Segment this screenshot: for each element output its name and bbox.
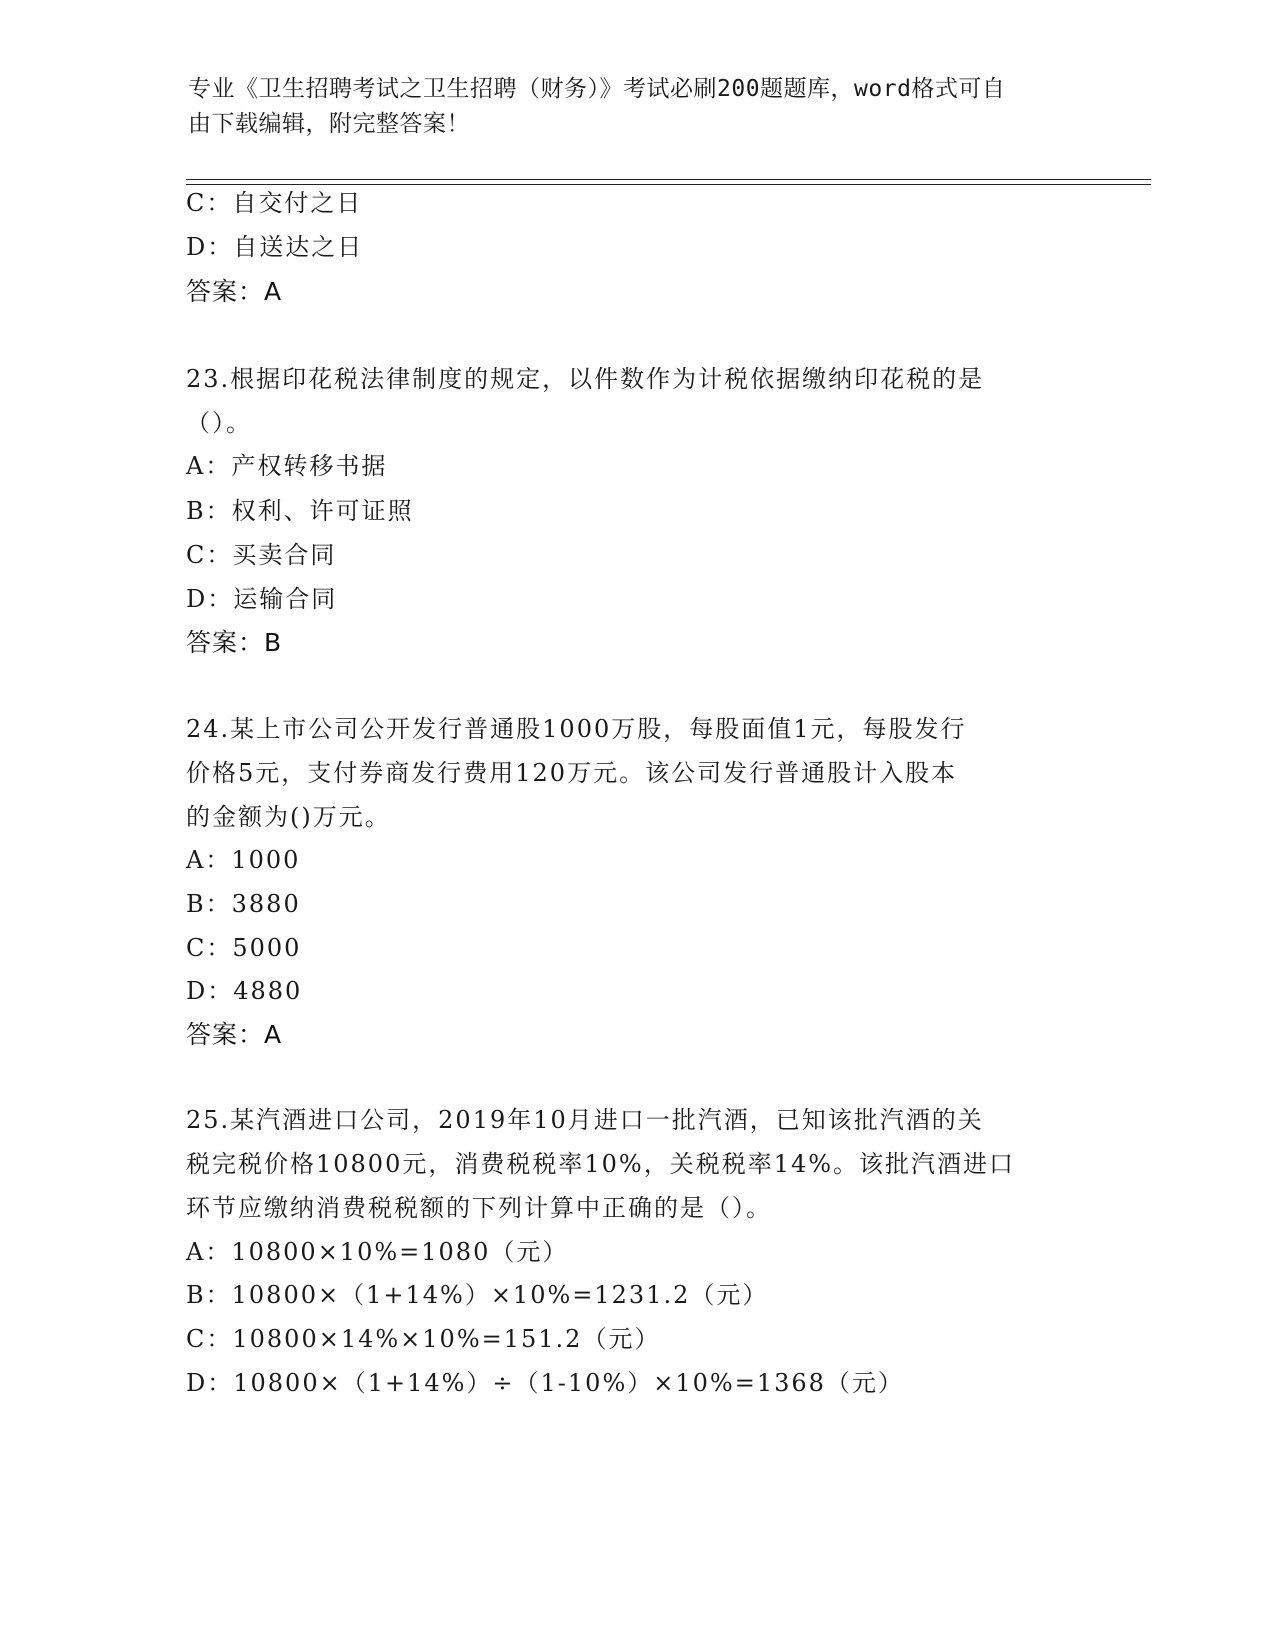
option-separator: ： xyxy=(207,1369,234,1397)
option-d-prev xyxy=(186,232,363,262)
option-c-prev xyxy=(186,188,362,218)
option-text: 权利、许可证照 xyxy=(231,497,414,525)
option-text: 10800×14%×10%=151.2（元） xyxy=(232,1325,661,1353)
question-25-stem-line-3: 环节应缴纳消费税税额的下列计算中正确的是（）。 xyxy=(186,1194,772,1222)
option-separator: ： xyxy=(207,977,234,1005)
option-key: A xyxy=(186,1238,206,1266)
option-key: C xyxy=(186,189,207,217)
option-separator: ： xyxy=(205,890,232,918)
option-key: C xyxy=(186,934,207,962)
question-24-option-b xyxy=(186,889,301,919)
option-separator: ： xyxy=(206,1325,233,1353)
option-text: 5000 xyxy=(232,934,302,962)
option-separator: ： xyxy=(207,585,234,613)
question-25-stem-line-2: 税完税价格10800元，消费税税率10%，关税税率14%。该批汽酒进口 xyxy=(186,1150,1016,1178)
question-23-option-a xyxy=(186,451,387,481)
question-23-option-c xyxy=(186,540,336,570)
option-key: A xyxy=(186,846,206,874)
option-separator: ： xyxy=(205,497,232,525)
option-key: D xyxy=(186,233,208,261)
option-key: A xyxy=(186,452,206,480)
option-separator: ： xyxy=(205,452,232,480)
question-25-stem-line-1: 25.某汽酒进口公司，2019年10月进口一批汽酒，已知该批汽酒的关 xyxy=(186,1106,984,1134)
option-text: 3880 xyxy=(231,890,301,918)
option-key: B xyxy=(186,1281,206,1309)
option-separator: ： xyxy=(205,1281,232,1309)
option-text: 1000 xyxy=(231,846,301,874)
document-header xyxy=(188,72,1068,142)
option-text: 自送达之日 xyxy=(233,233,364,261)
option-text: 买卖合同 xyxy=(232,541,337,569)
header-title-line-2: 由下载编辑，附完整答案！ xyxy=(188,111,470,137)
question-25-option-c xyxy=(186,1324,660,1354)
question-24-option-c xyxy=(186,933,301,963)
question-25-option-a xyxy=(186,1237,568,1267)
header-divider-top xyxy=(186,179,1151,180)
option-key: D xyxy=(186,585,208,613)
question-24-stem-line-1: 24.某上市公司公开发行普通股1000万股，每股面值1元，每股发行 xyxy=(186,715,967,743)
option-separator: ： xyxy=(206,934,233,962)
option-text: 10800×（1+14%）÷（1-10%）×10%=1368（元） xyxy=(233,1369,904,1397)
option-text: 10800×10%=1080（元） xyxy=(231,1238,569,1266)
question-24-answer: 答案：A xyxy=(186,1020,283,1049)
question-24-option-d xyxy=(186,976,302,1006)
question-25-option-b xyxy=(186,1280,768,1310)
header-divider-bottom xyxy=(186,184,1151,185)
option-separator: ： xyxy=(206,189,233,217)
option-key: C xyxy=(186,1325,207,1353)
question-23-option-b xyxy=(186,496,414,526)
option-key: C xyxy=(186,541,207,569)
option-separator: ： xyxy=(205,1238,232,1266)
option-text: 运输合同 xyxy=(233,585,338,613)
option-key: D xyxy=(186,977,208,1005)
option-key: B xyxy=(186,890,206,918)
question-23-answer: 答案：B xyxy=(186,628,283,657)
question-23-stem-line-1: 23.根据印花税法律制度的规定，以件数作为计税依据缴纳印花税的是 xyxy=(186,365,985,393)
option-key: D xyxy=(186,1369,208,1397)
option-key: B xyxy=(186,497,206,525)
question-24-option-a xyxy=(186,845,300,875)
option-separator: ： xyxy=(205,846,232,874)
option-text: 4880 xyxy=(233,977,303,1005)
answer-prev: 答案：A xyxy=(186,277,283,306)
question-24-stem-line-3: 的金额为()万元。 xyxy=(186,803,391,831)
option-separator: ： xyxy=(207,233,234,261)
option-text: 自交付之日 xyxy=(232,189,363,217)
question-23-option-d xyxy=(186,584,337,614)
question-24-stem-line-2: 价格5元，支付券商发行费用120万元。该公司发行普通股计入股本 xyxy=(186,759,958,787)
option-text: 产权转移书据 xyxy=(231,452,388,480)
option-text: 10800×（1+14%）×10%=1231.2（元） xyxy=(231,1281,769,1309)
question-25-option-d xyxy=(186,1368,904,1398)
header-title-line-1: 专业《卫生招聘考试之卫生招聘（财务）》考试必刷200题题库，word格式可自 xyxy=(188,76,1006,102)
question-23-stem-line-2: （）。 xyxy=(186,409,252,437)
option-separator: ： xyxy=(206,541,233,569)
